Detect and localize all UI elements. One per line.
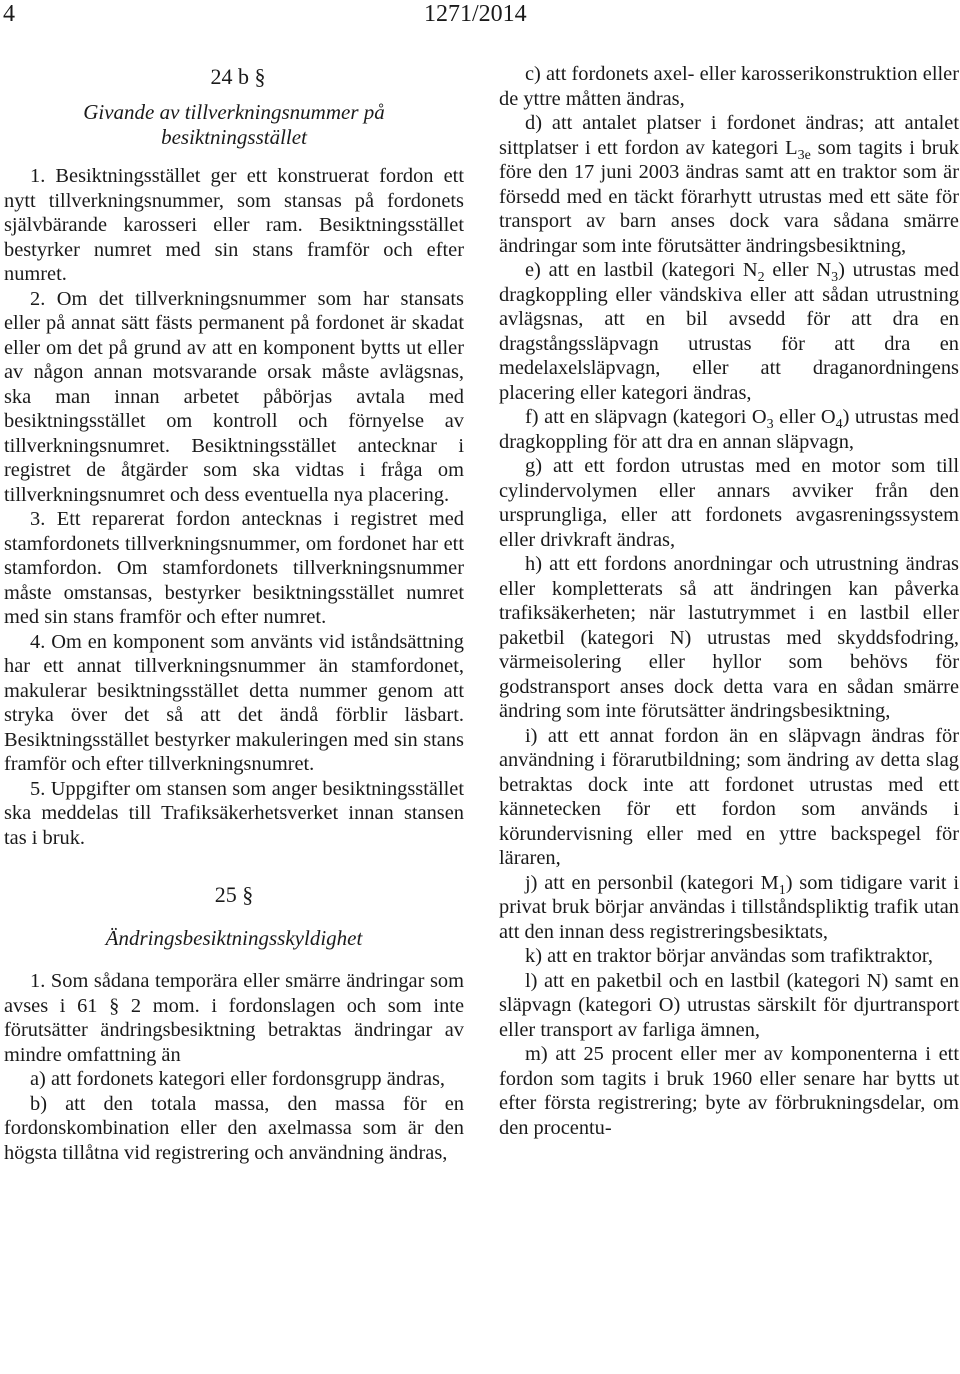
item-f-subscript-2: 4 [835,417,843,432]
item-m: m) att 25 procent eller mer av komponenterna i ett fordon som tagits i bruk 1960 eller senare har bytts ut efter första registrering; byte av förbrukningsdelar, om den procentu- [499,1043,959,1139]
item-f [499,405,959,454]
section-25-heading: 25 § [214,882,254,907]
right-column [499,62,959,1140]
paragraph-24b-3: 3. Ett reparerat fordon antecknas i registret med stamfordonets tillverkningsnummer, om fordonet har ett stamfordon. Om stamfordonets tillverkningsnummer måste omstansas, bestyrker besiktningsstället numret med sin stans framför och efter numret. [4,508,464,628]
item-f-subscript-1: 3 [766,417,774,432]
item-e-subscript-2: 3 [831,270,839,285]
item-j-text-b: ) som tidigare varit i privat bruk börjar användas i tillståndspliktig trafik utan att den innan dess registreringsbesiktats, [499,871,959,943]
item-f-text-b: eller O [773,406,836,428]
page-number: 4 [3,1,15,27]
item-f-text-c: ) utrustas med dragkoppling för att dra en annan släpvagn, [499,406,959,453]
item-e-text-b: eller N [764,259,832,281]
item-e-subscript-1: 2 [757,270,765,285]
item-f-text-a: f) att en släpvagn (kategori O [525,406,767,428]
item-d-text-b: som tagits i bruk före den 17 juni 2003 ändras samt att en traktor som är försedd med en täckt förarhytt utrustas med ett säte för transport av barn anses dock vara sådana smärre ändringar som inte förutsätter ändringsbesiktning, [499,136,959,257]
item-h: h) att ett fordons anordningar och utrustning ändras eller kompletterats så att ändringen kan påverka trafiksäkerheten; när lastutrymmet i en lastbil eller paketbil (kategori N) utrustas med skyddsfodring, värmeisolering eller hyllor som behövs för godstransport anses dock detta vara en sådan smärre ändring som inte förutsätter ändringsbesiktning, [499,553,959,722]
item-e-text-a: e) att en lastbil (kategori N [525,259,758,281]
paragraph-24b-2: 2. Om det tillverkningsnummer som har stansats eller på annat sätt fästs permanent på fordonet är skadat eller om det på grund av att en komponent bytts ut eller av någon annan motsvarande orsak måste avlägsnas, ska man innan arbetet påbörjas avtala med besiktningsstället om kontroll och förnyelse av tillverkningsnumret. Besiktningsstället antecknar i registret de åtgärder som ska vidtas i fråga om tillverkningsnumret och dess eventuella nya placering. [4,287,464,506]
item-e-text-c: ) utrustas med dragkoppling eller vändskiva eller att sådan utrustning avlägsnas, att en bil avsedd för att dra en dragstångssläpvagn utrustas för att dra en medelaxelsläpvagn, eller att draganordningens placering eller kategori ändras, [499,259,959,404]
item-b: b) att den totala massa, den massa för en fordonskombination eller den axelmassa som är den högsta tillåtna vid registrering och användning ändras, [4,1092,464,1164]
item-j-text-a: j) att en personbil (kategori M [525,871,779,894]
paragraph-25-1: 1. Som sådana temporära eller smärre ändringar som avses i 61 § 2 mom. i fordonslagen och som inte förutsätter ändringsbesiktning betraktas ändringar av mindre omfattning än [4,970,464,1066]
item-d-subscript: 3e [797,147,811,163]
paragraph-24b-5: 5. Uppgifter om stansen som anger besiktningsstället ska meddelas till Trafiksäkerhetsverket innan stansen tas i bruk. [4,777,464,849]
item-i: i) att ett annat fordon än en släpvagn ändras för användning i förarutbildning; som ändring av detta slag betraktas dock inte att fordonet utrustas med ett kännetecken för ett fordon som används i körundervisning eller med en yttre backspegel för läraren, [499,724,959,869]
section-24b-title: Givande av tillverkningsnummer på besiktningsstället [83,100,385,149]
item-j-subscript: 1 [778,882,786,898]
section-25-title: Ändringsbesiktningsskyldighet [105,926,363,950]
item-c: c) att fordonets axel- eller karosserikonstruktion eller de yttre måtten ändras, [499,63,959,110]
page-header [0,0,960,30]
left-column [4,62,464,1165]
item-a: a) att fordonets kategori eller fordonsgrupp ändras, [30,1068,446,1090]
document-number: 1271/2014 [424,1,527,27]
item-g: g) att ett fordon utrustas med en motor som till cylindervolymen eller annars avviker från den ursprungliga, eller att fordonets avgasreningssystem eller drivkraft ändras, [499,455,959,551]
item-d-text-a: d) att antalet platser i fordonet ändras; att antalet sittplatser i ett fordon av kategori L [499,112,959,159]
section-24b-heading: 24 b § [210,64,266,89]
item-k: k) att en traktor börjar användas som trafiktraktor, [525,945,933,967]
item-l: l) att en paketbil och en lastbil (kategori N) samt en släpvagn (kategori O) utrustas särskilt för djurtransport eller transport av farliga ämnen, [499,969,959,1041]
paragraph-24b-4: 4. Om en komponent som använts vid iståndsättning har ett annat tillverkningsnummer än stamfordonet, makulerar besiktningsstället detta nummer genom att stryka över det så att det ändå förblir läsbart. Besiktningsstället bestyrker makuleringen med sin stans framför och efter tillverkningsnumret. [4,630,464,775]
item-e [499,258,959,405]
item-j [499,871,959,945]
paragraph-24b-1: 1. Besiktningsstället ger ett konstruerat fordon ett nytt tillverkningsnummer, som stansas på fordonets självbärande karosseri eller ram. Besiktningsstället bestyrker numret med sin stans framför och efter numret. [4,165,464,285]
item-d [499,111,959,258]
